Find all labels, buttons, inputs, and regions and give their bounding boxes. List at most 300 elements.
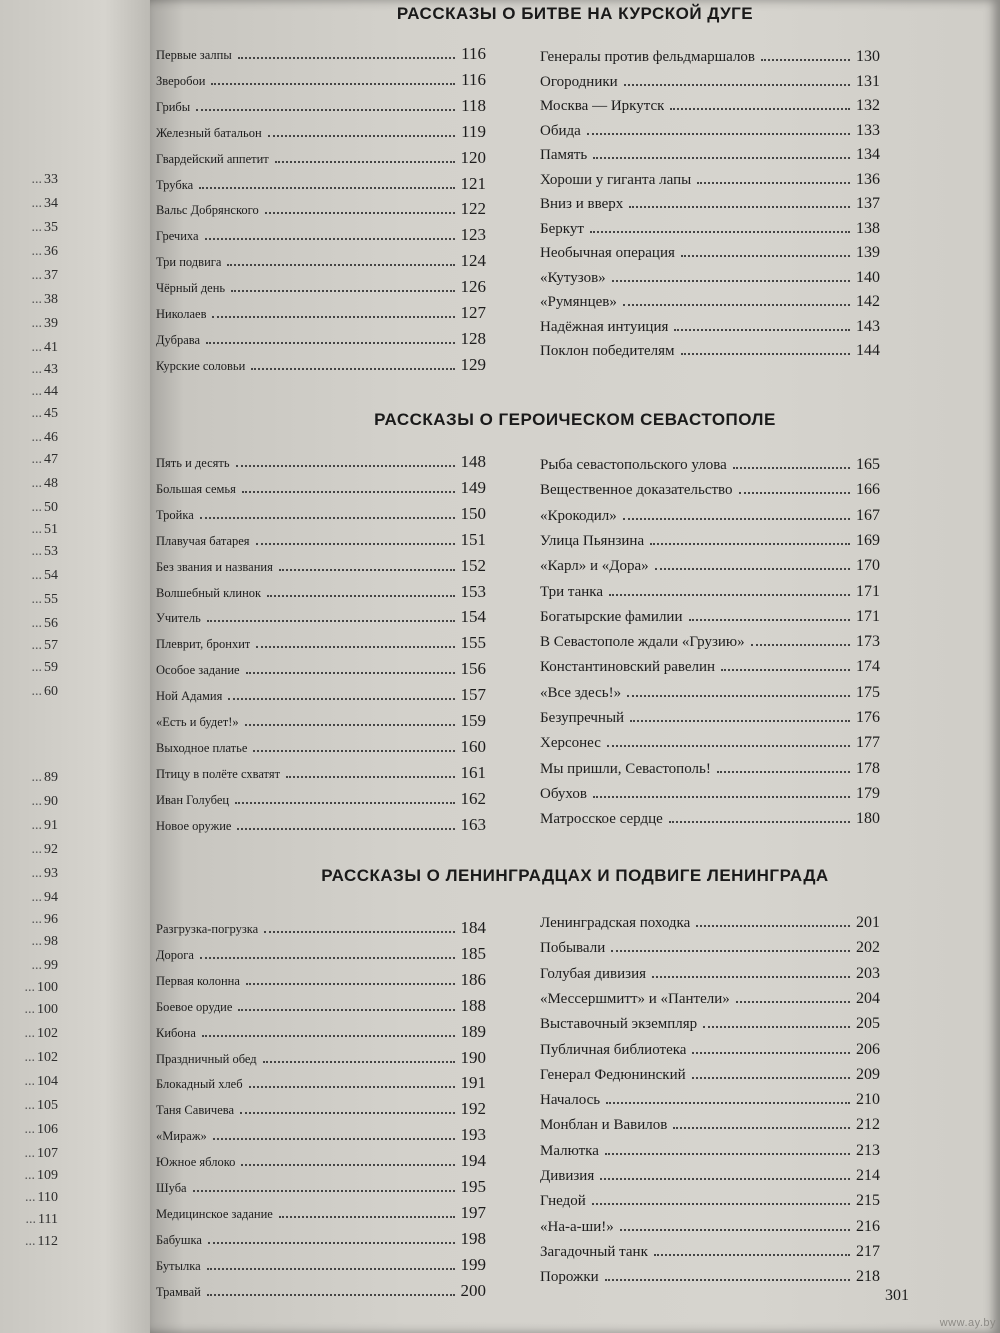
toc-entry[interactable] — [156, 148, 486, 168]
dot-leader — [692, 1052, 850, 1054]
dot-leader — [265, 212, 455, 214]
toc-entry-page: 171 — [856, 608, 880, 625]
toc-entry-page: 213 — [856, 1142, 880, 1159]
toc-entry[interactable] — [156, 1151, 486, 1171]
dot-leader — [211, 83, 455, 85]
dot-leader — [600, 1178, 850, 1180]
toc-entry-title: Началось — [540, 1092, 601, 1108]
dot-leader — [275, 161, 455, 163]
toc-entry[interactable] — [156, 1177, 486, 1197]
toc-entry[interactable] — [540, 1268, 880, 1286]
toc-entry-title: «Карл» и «Дора» — [540, 558, 649, 574]
dot-leader — [592, 1203, 850, 1205]
toc-entry-page: 188 — [460, 996, 486, 1015]
toc-entry[interactable] — [540, 1066, 880, 1084]
left-page-number: ... 41 — [32, 340, 59, 356]
toc-entry[interactable] — [156, 1203, 486, 1223]
dot-leader — [605, 1153, 850, 1155]
toc-entry-title: Порожки — [540, 1269, 599, 1285]
toc-entry-title: Загадочный танк — [540, 1244, 648, 1260]
toc-entry[interactable] — [540, 1243, 880, 1261]
toc-entry-title: «Мессершмитт» и «Пантели» — [540, 991, 730, 1007]
toc-entry[interactable] — [156, 659, 486, 679]
left-page-number: ... 107 — [25, 1146, 59, 1162]
toc-entry-title: Монблан и Вавилов — [540, 1117, 668, 1133]
dot-leader — [623, 304, 850, 306]
left-page-number: ... 56 — [32, 616, 59, 632]
toc-entry-title: Без звания и названия — [156, 560, 273, 574]
toc-entry-page: 127 — [460, 303, 486, 322]
left-page-number: ... 47 — [32, 452, 59, 468]
toc-entry[interactable] — [156, 711, 486, 731]
toc-entry-page: 198 — [460, 1229, 486, 1248]
toc-entry-page: 122 — [460, 199, 486, 218]
toc-entry-title: Праздничный обед — [156, 1052, 257, 1066]
toc-entry-page: 142 — [856, 293, 880, 310]
toc-entry-title: Обида — [540, 123, 581, 139]
dot-leader — [692, 1077, 850, 1079]
toc-entry[interactable] — [540, 1015, 880, 1033]
dot-leader — [200, 517, 455, 519]
toc-entry-page: 120 — [460, 148, 486, 167]
toc-entry-page: 159 — [460, 711, 486, 730]
toc-entry-page: 129 — [460, 355, 486, 374]
toc-entry[interactable] — [540, 1041, 880, 1059]
toc-entry[interactable] — [540, 1192, 880, 1210]
toc-entry[interactable] — [156, 789, 486, 809]
left-page-number: ... 37 — [32, 268, 59, 284]
toc-entry-title: Плеврит, бронхит — [156, 637, 251, 651]
dot-leader — [237, 828, 454, 830]
dot-leader — [620, 1229, 850, 1231]
toc-entry[interactable] — [540, 195, 880, 213]
toc-entry[interactable] — [540, 122, 880, 140]
toc-entry[interactable] — [156, 303, 486, 323]
left-page-number: ... 98 — [32, 934, 59, 950]
dot-leader — [231, 290, 454, 292]
dot-leader — [207, 1294, 455, 1296]
dot-leader — [703, 1026, 850, 1028]
dot-leader — [630, 720, 850, 722]
toc-entry[interactable] — [540, 293, 880, 311]
toc-entry-title: Побывали — [540, 940, 606, 956]
toc-entry[interactable] — [540, 507, 880, 525]
toc-entry[interactable] — [540, 760, 880, 778]
toc-entry[interactable] — [156, 199, 486, 219]
toc-entry-title: Первая колонна — [156, 974, 240, 988]
toc-entry[interactable] — [540, 684, 880, 702]
watermark: www.ay.by — [939, 1317, 996, 1329]
dot-leader — [590, 231, 850, 233]
dot-leader — [670, 108, 850, 110]
dot-leader — [627, 695, 850, 697]
toc-entry[interactable] — [156, 763, 486, 783]
left-page-number: ... 36 — [32, 244, 59, 260]
dot-leader — [245, 724, 455, 726]
toc-entry[interactable] — [540, 939, 880, 957]
toc-entry-title: Южное яблоко — [156, 1155, 236, 1169]
left-page-number: ... 54 — [32, 568, 59, 584]
toc-entry[interactable] — [540, 709, 880, 727]
toc-entry[interactable] — [156, 1281, 486, 1301]
toc-entry[interactable] — [156, 607, 486, 627]
toc-entry-page: 118 — [461, 96, 486, 115]
toc-entry[interactable] — [540, 318, 880, 336]
left-page-number: ... 46 — [32, 430, 59, 446]
toc-entry[interactable] — [156, 504, 486, 524]
toc-entry-title: Гречиха — [156, 229, 199, 243]
toc-entry-page: 173 — [856, 633, 880, 650]
toc-entry-page: 123 — [460, 225, 486, 244]
toc-entry[interactable] — [540, 456, 880, 474]
toc-entry[interactable] — [156, 582, 486, 602]
toc-entry-page: 126 — [460, 277, 486, 296]
dot-leader — [611, 950, 850, 952]
toc-entry-page: 217 — [856, 1243, 880, 1260]
toc-entry-title: Выходное платье — [156, 741, 248, 755]
toc-entry-page: 205 — [856, 1015, 880, 1032]
toc-entry-page: 154 — [460, 607, 486, 626]
toc-entry[interactable] — [156, 685, 486, 705]
toc-entry[interactable] — [156, 478, 486, 498]
toc-entry-title: Рыба севастопольского улова — [540, 457, 727, 473]
left-page-number: ... 102 — [25, 1026, 59, 1042]
toc-entry-page: 169 — [856, 532, 880, 549]
toc-entry-page: 130 — [856, 48, 880, 65]
toc-entry-title: Вниз и вверх — [540, 196, 624, 212]
toc-entry-title: Бабушка — [156, 1233, 202, 1247]
toc-entry[interactable] — [156, 918, 486, 938]
toc-entry-page: 218 — [856, 1268, 880, 1285]
toc-entry-title: Зверобои — [156, 74, 206, 88]
toc-entry-title: Голубая дивизия — [540, 966, 647, 982]
left-page-number: ... 96 — [32, 912, 59, 928]
toc-entry-title: Боевое орудие — [156, 1000, 233, 1014]
toc-entry-title: Тройка — [156, 508, 194, 522]
left-page-number: ... 92 — [32, 842, 59, 858]
dot-leader — [717, 771, 850, 773]
toc-entry-title: Поклон победителям — [540, 343, 675, 359]
toc-entry[interactable] — [540, 1142, 880, 1160]
left-page-number: ... 106 — [25, 1122, 59, 1138]
toc-entry[interactable] — [540, 171, 880, 189]
toc-entry[interactable] — [156, 122, 486, 142]
left-page-number: ... 35 — [32, 220, 59, 236]
toc-entry-title: Дубрава — [156, 333, 201, 347]
toc-entry[interactable] — [156, 1229, 486, 1249]
toc-entry[interactable] — [156, 1073, 486, 1093]
toc-entry-page: 167 — [856, 507, 880, 524]
toc-entry[interactable] — [156, 1255, 486, 1275]
toc-entry[interactable] — [156, 329, 486, 349]
toc-entry-page: 153 — [460, 582, 486, 601]
toc-entry-page: 210 — [856, 1091, 880, 1108]
toc-entry-page: 179 — [856, 785, 880, 802]
left-page-number: ... 99 — [32, 958, 59, 974]
toc-entry-title: Трамвай — [156, 1285, 201, 1299]
toc-entry[interactable] — [540, 1091, 880, 1109]
toc-entry-title: Грибы — [156, 100, 191, 114]
dot-leader — [208, 1242, 455, 1244]
dot-leader — [268, 135, 455, 137]
toc-entry-page: 189 — [460, 1022, 486, 1041]
toc-entry-title: Блокадный хлеб — [156, 1077, 243, 1091]
dot-leader — [238, 57, 455, 59]
dot-leader — [761, 59, 850, 61]
left-page-number: ... 59 — [32, 660, 59, 676]
toc-entry-title: «На-а-ши!» — [540, 1219, 614, 1235]
toc-entry[interactable] — [156, 1022, 486, 1042]
toc-entry-page: 193 — [460, 1125, 486, 1144]
dot-leader — [253, 750, 454, 752]
toc-entry[interactable] — [540, 734, 880, 752]
toc-entry[interactable] — [540, 73, 880, 91]
left-page-number: ... 33 — [32, 172, 59, 188]
dot-leader — [251, 368, 454, 370]
toc-entry[interactable] — [540, 810, 880, 828]
toc-entry-page: 155 — [460, 633, 486, 652]
toc-entry-page: 161 — [460, 763, 486, 782]
dot-leader — [236, 465, 455, 467]
toc-entry[interactable] — [156, 174, 486, 194]
toc-entry-title: Надёжная интуиция — [540, 319, 669, 335]
left-page-number: ... 43 — [32, 362, 59, 378]
toc-entry-title: «Румянцев» — [540, 294, 617, 310]
left-page-number: ... 91 — [32, 818, 59, 834]
toc-entry[interactable] — [540, 244, 880, 262]
toc-entry-page: 215 — [856, 1192, 880, 1209]
toc-entry[interactable] — [540, 965, 880, 983]
toc-entry-page: 194 — [460, 1151, 486, 1170]
toc-entry[interactable] — [540, 633, 880, 651]
toc-entry-title: Матросское сердце — [540, 811, 663, 827]
toc-entry[interactable] — [156, 70, 486, 90]
toc-entry[interactable] — [156, 944, 486, 964]
dot-leader — [228, 698, 454, 700]
toc-entry-title: Беркут — [540, 221, 584, 237]
dot-leader — [193, 1190, 455, 1192]
toc-entry[interactable] — [540, 914, 880, 932]
dot-leader — [652, 976, 850, 978]
toc-entry-title: Шуба — [156, 1181, 187, 1195]
toc-entry-title: Вещественное доказательство — [540, 482, 733, 498]
toc-entry-page: 150 — [460, 504, 486, 523]
toc-entry[interactable] — [156, 737, 486, 757]
dot-leader — [246, 983, 455, 985]
toc-entry-page: 139 — [856, 244, 880, 261]
toc-entry-title: Вальс Добрянского — [156, 203, 259, 217]
toc-entry-page: 143 — [856, 318, 880, 335]
toc-entry-page: 185 — [460, 944, 486, 963]
dot-leader — [654, 1254, 850, 1256]
toc-entry[interactable] — [540, 97, 880, 115]
toc-entry-title: Малютка — [540, 1143, 599, 1159]
toc-entry-page: 206 — [856, 1041, 880, 1058]
toc-entry[interactable] — [156, 452, 486, 472]
toc-entry[interactable] — [156, 277, 486, 297]
dot-leader — [207, 620, 455, 622]
toc-entry-title: Ной Адамия — [156, 689, 223, 703]
toc-entry-page: 134 — [856, 146, 880, 163]
page-number: 301 — [885, 1287, 909, 1304]
toc-entry-title: Плавучая батарея — [156, 534, 250, 548]
dot-leader — [256, 543, 455, 545]
toc-entry-page: 116 — [461, 70, 486, 89]
toc-entry[interactable] — [156, 355, 486, 375]
toc-entry[interactable] — [540, 557, 880, 575]
toc-entry[interactable] — [156, 633, 486, 653]
toc-entry[interactable] — [540, 583, 880, 601]
toc-entry-page: 197 — [460, 1203, 486, 1222]
dot-leader — [587, 133, 850, 135]
toc-entry[interactable] — [156, 970, 486, 990]
toc-entry-title: Обухов — [540, 786, 587, 802]
toc-entry[interactable] — [540, 269, 880, 287]
toc-entry-page: 175 — [856, 684, 880, 701]
toc-entry-page: 149 — [460, 478, 486, 497]
toc-entry-page: 192 — [460, 1099, 486, 1118]
toc-entry-title: Особое задание — [156, 663, 240, 677]
dot-leader — [235, 802, 454, 804]
toc-entry[interactable] — [156, 225, 486, 245]
section-heading-sevastopol: РАССКАЗЫ О ГЕРОИЧЕСКОМ СЕВАСТОПОЛЕ — [374, 410, 776, 429]
left-page-number: ... 110 — [25, 1190, 58, 1206]
toc-entry-page: 157 — [460, 685, 486, 704]
left-page-edge — [0, 0, 150, 1333]
dot-leader — [202, 1035, 455, 1037]
toc-entry[interactable] — [540, 1116, 880, 1134]
dot-leader — [279, 1216, 455, 1218]
toc-entry-page: 156 — [460, 659, 486, 678]
toc-entry[interactable] — [156, 251, 486, 271]
toc-entry-page: 119 — [461, 122, 486, 141]
dot-leader — [200, 957, 455, 959]
toc-entry-page: 151 — [460, 530, 486, 549]
toc-entry-page: 212 — [856, 1116, 880, 1133]
dot-leader — [623, 518, 850, 520]
dot-leader — [689, 619, 851, 621]
toc-entry-title: Москва — Иркутск — [540, 98, 665, 114]
toc-entry-title: В Севастополе ждали «Грузию» — [540, 634, 745, 650]
dot-leader — [238, 1009, 454, 1011]
toc-entry-page: 140 — [856, 269, 880, 286]
toc-entry-page: 216 — [856, 1218, 880, 1235]
dot-leader — [263, 1061, 455, 1063]
dot-leader — [696, 925, 850, 927]
toc-entry[interactable] — [156, 530, 486, 550]
toc-entry[interactable] — [156, 96, 486, 116]
toc-entry[interactable] — [540, 220, 880, 238]
toc-entry[interactable] — [540, 1218, 880, 1236]
dot-leader — [697, 182, 850, 184]
dot-leader — [655, 568, 850, 570]
toc-entry[interactable] — [540, 1167, 880, 1185]
toc-entry[interactable] — [540, 532, 880, 550]
toc-entry[interactable] — [156, 44, 486, 64]
toc-entry-title: Кибона — [156, 1026, 196, 1040]
toc-entry-title: Волшебный клинок — [156, 586, 262, 600]
toc-entry-title: Генералы против фельдмаршалов — [540, 49, 756, 65]
dot-leader — [736, 1001, 850, 1003]
dot-leader — [249, 1086, 455, 1088]
toc-entry-title: Константиновский равелин — [540, 659, 716, 675]
left-page-number: ... 50 — [32, 500, 59, 516]
toc-entry-title: Бутылка — [156, 1259, 201, 1273]
toc-entry[interactable] — [540, 608, 880, 626]
dot-leader — [629, 206, 850, 208]
toc-entry-title: Новое оружие — [156, 819, 232, 833]
dot-leader — [286, 776, 454, 778]
left-page-number: ... 44 — [32, 384, 59, 400]
toc-entry-title: Железный батальон — [156, 126, 262, 140]
toc-entry[interactable] — [540, 990, 880, 1008]
toc-entry-title: «Крокодил» — [540, 508, 617, 524]
toc-entry-title: Птицу в полёте схватят — [156, 767, 281, 781]
left-page-number: ... 90 — [32, 794, 59, 810]
toc-entry-title: Гнедой — [540, 1193, 586, 1209]
toc-entry-title: Курские соловьи — [156, 359, 246, 373]
toc-entry-title: Медицинское задание — [156, 1207, 273, 1221]
section-heading-leningrad: РАССКАЗЫ О ЛЕНИНГРАДЦАХ И ПОДВИГЕ ЛЕНИНГРАДА — [321, 866, 829, 885]
toc-entry-title: Огородники — [540, 74, 618, 90]
toc-entry-page: 184 — [460, 918, 486, 937]
toc-entry[interactable] — [156, 996, 486, 1016]
toc-entry[interactable] — [156, 1099, 486, 1119]
left-page-number: ... 102 — [25, 1050, 59, 1066]
toc-entry-title: Чёрный день — [156, 281, 226, 295]
toc-entry[interactable] — [156, 556, 486, 576]
toc-entry-page: 202 — [856, 939, 880, 956]
toc-entry[interactable] — [156, 815, 486, 835]
dot-leader — [196, 109, 455, 111]
toc-entry-page: 128 — [460, 329, 486, 348]
toc-entry[interactable] — [540, 146, 880, 164]
toc-entry-page: 174 — [856, 658, 880, 675]
toc-entry[interactable] — [540, 342, 880, 360]
dot-leader — [751, 644, 850, 646]
dot-leader — [669, 821, 850, 823]
toc-entry-page: 177 — [856, 734, 880, 751]
dot-leader — [650, 543, 850, 545]
left-page-number: ... 34 — [32, 196, 59, 212]
dot-leader — [206, 342, 454, 344]
toc-entry-page: 199 — [460, 1255, 486, 1274]
toc-entry-page: 148 — [460, 452, 486, 471]
toc-entry-page: 136 — [856, 171, 880, 188]
toc-entry-page: 171 — [856, 583, 880, 600]
toc-entry-title: Публичная библиотека — [540, 1042, 687, 1058]
toc-entry-title: Три подвига — [156, 255, 222, 269]
toc-entry-page: 163 — [460, 815, 486, 834]
toc-entry[interactable] — [540, 48, 880, 66]
toc-entry-page: 214 — [856, 1167, 880, 1184]
toc-entry[interactable] — [540, 481, 880, 499]
toc-entry-page: 180 — [856, 810, 880, 827]
dot-leader — [242, 491, 455, 493]
dot-leader — [246, 672, 455, 674]
left-page-number: ... 38 — [32, 292, 59, 308]
toc-entry[interactable] — [156, 1125, 486, 1145]
toc-entry[interactable] — [540, 658, 880, 676]
toc-entry[interactable] — [156, 1048, 486, 1068]
toc-entry-title: Память — [540, 147, 588, 163]
toc-entry-title: Николаев — [156, 307, 207, 321]
toc-entry[interactable] — [540, 785, 880, 803]
left-page-number: ... 60 — [32, 684, 59, 700]
toc-entry-page: 131 — [856, 73, 880, 90]
dot-leader — [267, 595, 454, 597]
left-page-number: ... 94 — [32, 890, 59, 906]
